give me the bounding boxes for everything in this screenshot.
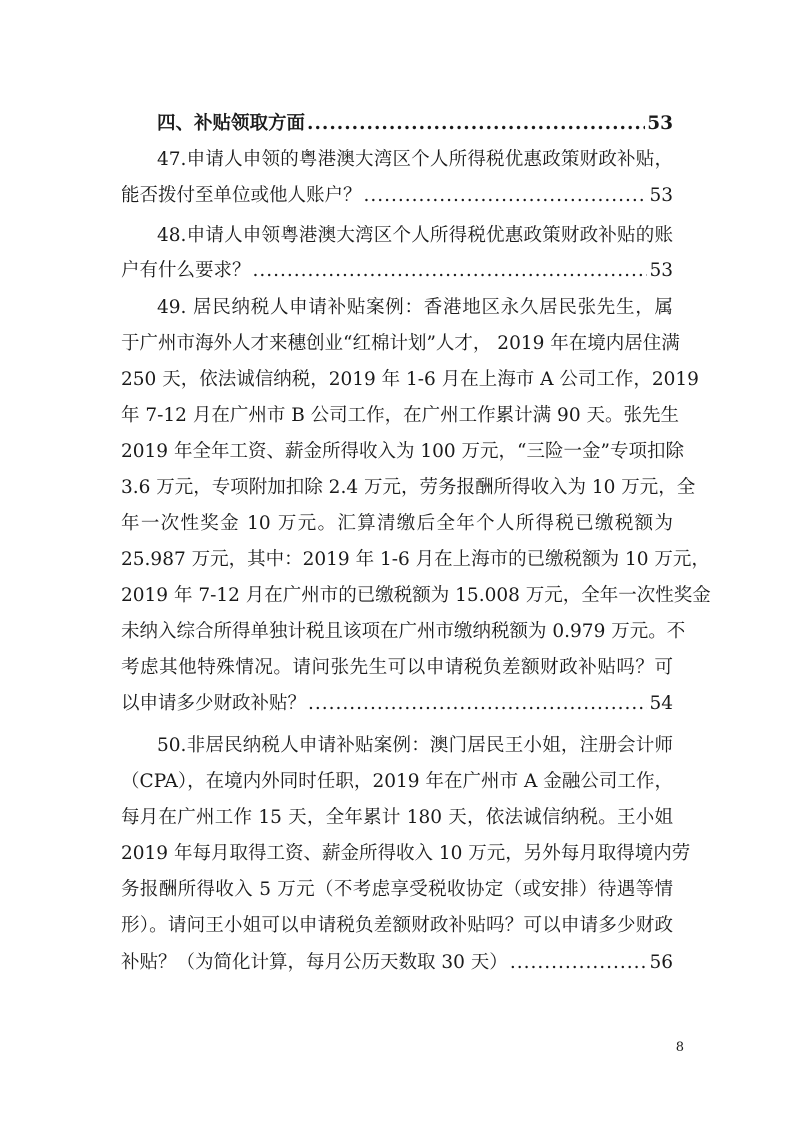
- toc-entry-48-last-line[interactable]: [121, 254, 673, 288]
- toc-entry-49-line-10[interactable]: 未纳入综合所得单独计税且该项在广州市缴纳税额为 0.979 万元。不: [121, 621, 686, 642]
- toc-entry-49-line-11[interactable]: 考虑其他特殊情况。请问张先生可以申请税负差额财政补贴吗？可: [121, 657, 673, 678]
- toc-entry-text: 户有什么要求？: [121, 260, 251, 281]
- toc-entry-49-last-line[interactable]: [121, 687, 673, 721]
- toc-entry-47-last-line[interactable]: [121, 179, 673, 213]
- toc-entry-text: 补贴？（为简化计算，每月公历天数取 30 天）: [121, 952, 508, 973]
- toc-section-title: 四、补贴领取方面: [157, 113, 306, 134]
- toc-entry-50-last-line[interactable]: [121, 946, 673, 980]
- toc-entry-49-line-9[interactable]: 2019 年 7-12 月在广州市的已缴税额为 15.008 万元，全年一次性奖金: [121, 585, 711, 606]
- toc-leader-dots: [510, 946, 648, 980]
- footer-page-number: 8: [675, 1040, 684, 1055]
- toc-section-heading[interactable]: [157, 107, 673, 141]
- toc-leader-dots: [253, 254, 648, 288]
- toc-leader-dots: [308, 687, 647, 721]
- toc-page-number: 53: [649, 185, 673, 206]
- toc-entry-49-line-6[interactable]: 3.6 万元，专项附加扣除 2.4 万元，劳务报酬所得收入为 10 万元，全: [121, 477, 696, 498]
- toc-entry-47-line-1[interactable]: 47.申请人申领的粤港澳大湾区个人所得税优惠政策财政补贴，: [157, 149, 673, 170]
- toc-leader-dots: [364, 179, 648, 213]
- toc-entry-50-line-5[interactable]: 务报酬所得收入 5 万元（不考虑享受税收协定（或安排）待遇等情: [121, 879, 673, 900]
- toc-page-number: 54: [649, 693, 673, 714]
- toc-entry-49-line-7[interactable]: 年一次性奖金 10 万元。汇算清缴后全年个人所得税已缴税额为: [121, 513, 673, 534]
- toc-page-number: 56: [649, 952, 673, 973]
- toc-entry-49-line-1[interactable]: 49. 居民纳税人申请补贴案例：香港地区永久居民张先生，属: [157, 297, 673, 318]
- toc-entry-50-line-1[interactable]: 50.非居民纳税人申请补贴案例：澳门居民王小姐，注册会计师: [157, 735, 673, 756]
- toc-page-number: 53: [649, 260, 673, 281]
- toc-leader-dots: [307, 107, 645, 141]
- toc-entry-49-line-2[interactable]: 于广州市海外人才来穗创业“红棉计划”人才， 2019 年在境内居住满: [121, 333, 680, 354]
- toc-page-number: 53: [647, 113, 673, 134]
- toc-entry-50-line-6[interactable]: 形）。请问王小姐可以申请税负差额财政补贴吗？可以申请多少财政: [121, 915, 673, 936]
- toc-entry-49-line-3[interactable]: 250 天，依法诚信纳税，2019 年 1-6 月在上海市 A 公司工作，2019: [121, 369, 699, 390]
- toc-entry-50-line-2[interactable]: （CPA），在境内外同时任职，2019 年在广州市 A 金融公司工作，: [121, 771, 673, 792]
- toc-entry-49-line-4[interactable]: 年 7-12 月在广州市 B 公司工作，在广州工作累计满 90 天。张先生: [121, 405, 679, 426]
- toc-entry-text: 以申请多少财政补贴？: [121, 693, 307, 714]
- toc-entry-50-line-3[interactable]: 每月在广州工作 15 天，全年累计 180 天，依法诚信纳税。王小姐: [121, 807, 673, 828]
- toc-entry-50-line-4[interactable]: 2019 年每月取得工资、薪金所得收入 10 万元，另外每月取得境内劳: [121, 843, 691, 864]
- toc-entry-49-line-8[interactable]: 25.987 万元，其中：2019 年 1-6 月在上海市的已缴税额为 10 万元，: [121, 549, 710, 570]
- toc-entry-48-line-1[interactable]: 48.申请人申领粤港澳大湾区个人所得税优惠政策财政补贴的账: [157, 225, 673, 246]
- toc-entry-49-line-5[interactable]: 2019 年全年工资、薪金所得收入为 100 万元，“三险一金”专项扣除: [121, 441, 684, 462]
- toc-entry-text: 能否拨付至单位或他人账户？: [121, 185, 362, 206]
